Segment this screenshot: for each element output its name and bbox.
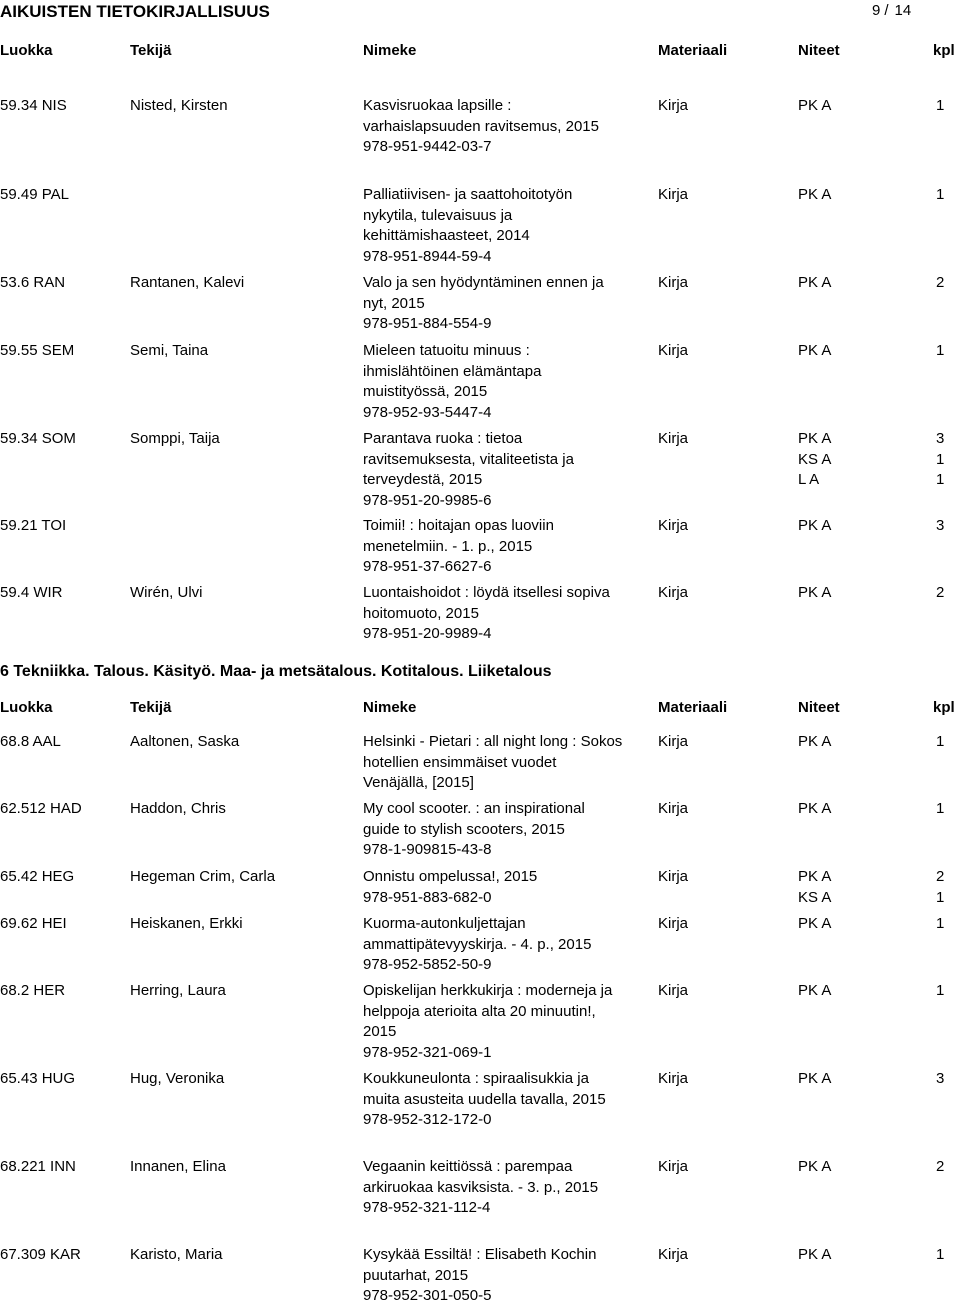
entry-isbn: 978-952-321-069-1 <box>363 1043 492 1061</box>
entry-author: Innanen, Elina <box>130 1158 226 1175</box>
copies-count: 2 <box>936 584 945 601</box>
copies-count: 1 <box>936 800 945 817</box>
header-tekija: Tekijä <box>130 699 172 716</box>
entry-copies-count <box>936 1157 944 1178</box>
entry-title-block <box>363 981 623 1063</box>
copies-location: PK A <box>798 97 832 114</box>
entry-class: 59.34 NIS <box>0 97 67 114</box>
header-kpl: kpl <box>933 42 955 59</box>
entry-material: Kirja <box>658 800 689 817</box>
entry-title: Koukkuneulonta : spiraalisukkia ja muita asusteita uudella tavalla, 2015 <box>363 1070 606 1108</box>
entry-title-block <box>363 914 623 976</box>
entry-class: 65.43 HUG <box>0 1070 76 1087</box>
entry-title-block <box>363 341 623 423</box>
entry-isbn: 978-952-5852-50-9 <box>363 956 492 973</box>
entry-class: 53.6 RAN <box>0 274 66 291</box>
entry-title-block <box>363 273 623 335</box>
entry-material: Kirja <box>658 1158 689 1175</box>
entry-title-block <box>363 732 623 794</box>
entry-author: Heiskanen, Erkki <box>130 915 243 932</box>
entry-material: Kirja <box>658 1070 689 1087</box>
copies-location: PK A <box>798 584 832 601</box>
entry-isbn: 978-951-37-6627-6 <box>363 558 492 575</box>
entry-title-block <box>363 1069 623 1131</box>
entry-copies-location <box>798 96 831 117</box>
entry-copies-count <box>936 341 944 362</box>
copies-count: 1 <box>936 982 945 999</box>
entry-material: Kirja <box>658 274 689 291</box>
entry-copies-count <box>936 273 944 294</box>
entry-author: Somppi, Taija <box>130 430 220 447</box>
copies-location: PK A <box>798 1070 832 1087</box>
entry-copies-count <box>936 867 944 908</box>
entry-isbn: 978-951-20-9989-4 <box>363 625 492 642</box>
header-tekija: Tekijä <box>130 42 172 59</box>
header-materiaali: Materiaali <box>658 699 728 716</box>
entry-isbn: 978-951-20-9985-6 <box>363 491 492 509</box>
entry-copies-location <box>798 516 831 537</box>
entry-copies-count <box>936 732 944 753</box>
entry-author: Wirén, Ulvi <box>130 584 203 601</box>
total-pages: 14 <box>894 2 912 19</box>
copies-count: 3 <box>936 1070 945 1087</box>
entry-class: 59.49 PAL <box>0 186 69 203</box>
entry-material: Kirja <box>658 868 689 885</box>
header-kpl: kpl <box>933 699 955 716</box>
entry-copies-count <box>936 583 944 604</box>
entry-copies-location <box>798 273 831 294</box>
entry-title-block <box>363 1245 623 1307</box>
copies-count: 1 <box>936 915 945 932</box>
page-title: AIKUISTEN TIETOKIRJALLISUUS <box>0 2 270 21</box>
entry-class: 68.8 AAL <box>0 733 61 750</box>
entry-isbn: 978-951-883-682-0 <box>363 888 492 906</box>
header-nimeke: Nimeke <box>363 699 417 716</box>
header-materiaali: Materiaali <box>658 42 728 59</box>
copies-location: KS A <box>798 450 832 468</box>
entry-class: 59.34 SOM <box>0 430 76 447</box>
copies-count: 1 <box>936 186 945 203</box>
table-header <box>0 42 960 62</box>
entry-material: Kirja <box>658 97 689 114</box>
entry-author: Aaltonen, Saska <box>130 733 240 750</box>
copies-location: PK A <box>798 186 832 203</box>
entry-copies-location <box>798 732 831 753</box>
entry-title-block <box>363 96 623 158</box>
entry-material: Kirja <box>658 430 689 447</box>
copies-count: 3 <box>936 517 945 534</box>
entry-title: Opiskelijan herkkukirja : moderneja ja helppoja aterioita alta 20 minuutin!, 2015 <box>363 982 613 1040</box>
copies-location: PK A <box>798 430 832 447</box>
entry-title-block <box>363 429 623 511</box>
entry-author: Rantanen, Kalevi <box>130 274 245 291</box>
entry-isbn: 978-952-301-050-5 <box>363 1287 492 1304</box>
copies-location: PK A <box>798 1158 832 1175</box>
entry-copies-count <box>936 799 944 820</box>
entry-copies-count <box>936 185 944 206</box>
entry-copies-location <box>798 583 831 604</box>
copies-location: PK A <box>798 274 832 291</box>
entry-material: Kirja <box>658 186 689 203</box>
entry-title-block <box>363 799 623 861</box>
entry-copies-location <box>798 185 831 206</box>
entry-author: Herring, Laura <box>130 982 226 999</box>
copies-location: PK A <box>798 1246 832 1263</box>
entry-title-block <box>363 867 623 908</box>
entry-author: Hug, Veronika <box>130 1070 225 1087</box>
entry-material: Kirja <box>658 733 689 750</box>
copies-location: PK A <box>798 982 832 999</box>
entry-title-block <box>363 583 623 645</box>
copies-count: 2 <box>936 868 945 885</box>
copies-count: 2 <box>936 1158 945 1175</box>
entry-author: Hegeman Crim, Carla <box>130 868 276 885</box>
copies-location: PK A <box>798 733 832 750</box>
entry-title: My cool scooter. : an inspirational guide to stylish scooters, 2015 <box>363 800 585 838</box>
entry-class: 62.512 HAD <box>0 800 82 817</box>
entry-copies-count <box>936 429 944 491</box>
entry-copies-location <box>798 1069 831 1090</box>
entry-author: Semi, Taina <box>130 342 209 359</box>
entry-isbn: 978-952-93-5447-4 <box>363 403 492 421</box>
entry-isbn: 978-951-8944-59-4 <box>363 247 492 265</box>
copies-location: PK A <box>798 517 832 534</box>
copies-location: PK A <box>798 915 832 932</box>
entry-isbn: 978-951-9442-03-7 <box>363 138 492 155</box>
entry-class: 67.309 KAR <box>0 1246 81 1263</box>
entry-copies-location <box>798 1245 831 1266</box>
entry-material: Kirja <box>658 342 689 359</box>
entry-copies-location <box>798 867 831 908</box>
entry-title: Parantava ruoka : tietoa ravitsemuksesta, vitaliteetista ja terveydestä, 2015 <box>363 430 574 488</box>
entry-class: 65.42 HEG <box>0 868 75 885</box>
copies-location: L A <box>798 471 820 488</box>
entry-class: 68.2 HER <box>0 982 66 999</box>
entry-copies-count <box>936 1245 944 1266</box>
entry-material: Kirja <box>658 584 689 601</box>
entry-title: Kysykää Essiltä! : Elisabeth Kochin puutarhat, 2015 <box>363 1246 597 1284</box>
entry-copies-count <box>936 981 944 1002</box>
copies-count: 1 <box>936 97 945 114</box>
entry-class: 69.62 HEI <box>0 915 67 932</box>
entry-isbn: 978-1-909815-43-8 <box>363 841 492 858</box>
copies-location: KS A <box>798 888 832 906</box>
entry-material: Kirja <box>658 517 689 534</box>
entry-class: 59.55 SEM <box>0 342 75 359</box>
copies-count: 1 <box>936 888 945 906</box>
entry-material: Kirja <box>658 915 689 932</box>
entry-title-block <box>363 1157 623 1219</box>
copies-count: 2 <box>936 274 945 291</box>
entry-title: Helsinki - Pietari : all night long : Sokos hotellien ensimmäiset vuodet Venäjällä, [2015] <box>363 733 623 791</box>
header-nimeke: Nimeke <box>363 42 417 59</box>
entry-copies-location <box>798 1157 831 1178</box>
entry-title: Toimii! : hoitajan opas luoviin menetelmiin. - 1. p., 2015 <box>363 517 554 555</box>
copies-count: 1 <box>936 1246 945 1263</box>
copies-location: PK A <box>798 868 832 885</box>
copies-location: PK A <box>798 342 832 359</box>
entry-title: Luontaishoidot : löydä itsellesi sopiva hoitomuoto, 2015 <box>363 584 610 622</box>
entry-isbn: 978-952-312-172-0 <box>363 1111 492 1128</box>
entry-title: Onnistu ompelussa!, 2015 <box>363 868 538 885</box>
entry-copies-count <box>936 96 944 117</box>
entry-author: Haddon, Chris <box>130 800 226 817</box>
page-number: 9 / 14 <box>872 2 912 19</box>
entry-title: Vegaanin keittiössä : parempaa arkiruokaa kasviksista. - 3. p., 2015 <box>363 1158 599 1196</box>
current-page: 9 <box>872 2 881 19</box>
header-luokka: Luokka <box>0 699 53 716</box>
entry-copies-location <box>798 981 831 1002</box>
entry-title-block <box>363 185 623 267</box>
entry-title: Palliatiivisen- ja saattohoitotyön nykytila, tulevaisuus ja kehittämishaasteet, 2014 <box>363 186 573 244</box>
entry-title: Valo ja sen hyödyntäminen ennen ja nyt, 2015 <box>363 274 604 312</box>
entry-copies-location <box>798 429 831 491</box>
entry-title: Mieleen tatuoitu minuus : ihmislähtöinen elämäntapa muistityössä, 2015 <box>363 342 542 400</box>
table-header <box>0 699 960 719</box>
header-luokka: Luokka <box>0 42 53 59</box>
copies-count: 3 <box>936 430 945 447</box>
entry-title: Kuorma-autonkuljettajan ammattipätevyyskirja. - 4. p., 2015 <box>363 915 592 953</box>
entry-copies-location <box>798 799 831 820</box>
copies-location: PK A <box>798 800 832 817</box>
entry-author: Nisted, Kirsten <box>130 97 228 114</box>
entry-author: Karisto, Maria <box>130 1246 223 1263</box>
entry-copies-location <box>798 914 831 935</box>
header-niteet: Niteet <box>798 699 840 716</box>
entry-title: Kasvisruokaa lapsille : varhaislapsuuden ravitsemus, 2015 <box>363 97 599 135</box>
copies-count: 1 <box>936 450 945 468</box>
entry-copies-count <box>936 1069 944 1090</box>
entry-title-block <box>363 516 623 578</box>
entry-class: 59.21 TOI <box>0 517 67 534</box>
entry-class: 59.4 WIR <box>0 584 63 601</box>
entry-class: 68.221 INN <box>0 1158 76 1175</box>
copies-count: 1 <box>936 733 945 750</box>
entry-isbn: 978-951-884-554-9 <box>363 315 492 332</box>
entry-copies-location <box>798 341 831 362</box>
entry-material: Kirja <box>658 1246 689 1263</box>
entry-copies-count <box>936 914 944 935</box>
entry-material: Kirja <box>658 982 689 999</box>
copies-count: 1 <box>936 471 945 488</box>
copies-count: 1 <box>936 342 945 359</box>
entry-isbn: 978-952-321-112-4 <box>363 1199 491 1216</box>
section-heading: 6 Tekniikka. Talous. Käsityö. Maa- ja metsätalous. Kotitalous. Liiketalous <box>0 663 552 680</box>
header-niteet: Niteet <box>798 42 840 59</box>
entry-copies-count <box>936 516 944 537</box>
